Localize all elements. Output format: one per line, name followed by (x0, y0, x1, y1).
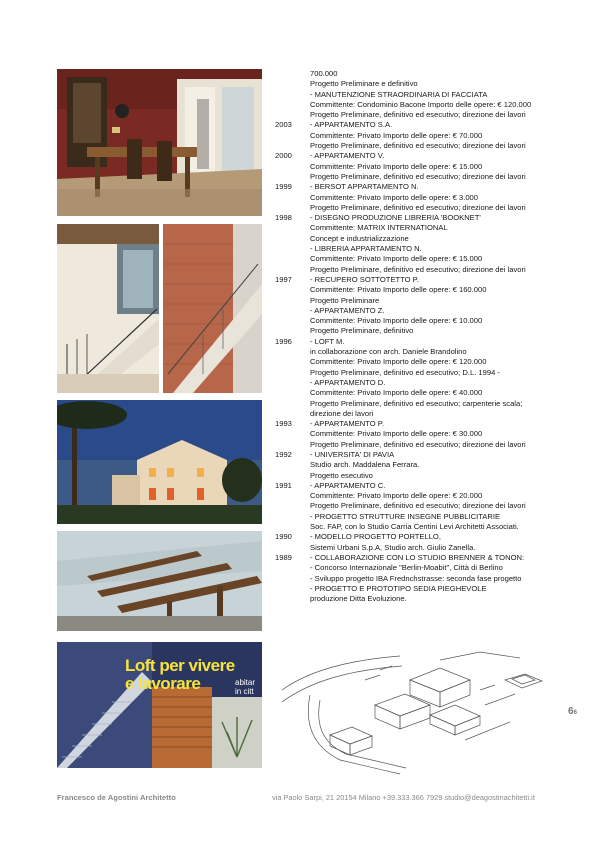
photo-staircase-white (57, 224, 159, 393)
cv-year: 2003 (275, 120, 292, 130)
magazine-headline-1: Loft per vivere (125, 656, 235, 675)
cv-line (275, 574, 575, 584)
cv-text: Progetto Preliminare, definitivo ed esecutivo; direzione dei lavori (310, 501, 526, 511)
cv-line (275, 193, 575, 203)
cv-line (275, 316, 575, 326)
cv-text: Soc. FAP, con lo Studio Carria Centini Levi Architetti Associati. (310, 522, 519, 532)
cv-text: Committente: Privato Importo delle opere: € 15.000 (310, 161, 483, 171)
cv-line (275, 471, 575, 481)
cv-line (275, 90, 575, 100)
cv-text: Committente: Privato Importo delle opere: € 15.000 (310, 254, 483, 264)
cv-year: 1997 (275, 274, 292, 284)
magazine-side-2: in citt (235, 687, 254, 696)
photo-magazine-loft (57, 642, 262, 768)
cv-project-list (275, 69, 575, 604)
cv-line (275, 162, 575, 172)
cv-line (275, 553, 575, 563)
cv-line (275, 429, 575, 439)
cv-line (275, 409, 575, 419)
cv-text: - PROGETTO E PROTOTIPO SEDIA PIEGHEVOLE (310, 583, 487, 593)
cv-text: - LOFT M. (310, 336, 345, 346)
cv-text: - BERSOT APPARTAMENTO N. (310, 182, 419, 192)
footer-contact-info: via Paolo Sarpi, 21 20154 Milano +39.333.366 7929 studio@deagostinachitetti.it (272, 793, 535, 802)
footer-architect-name: Francesco de Agostini Architetto (57, 793, 176, 802)
cv-text: - APPARTAMENTO V. (310, 151, 385, 161)
cv-line (275, 522, 575, 532)
axonometric-site-drawing (280, 650, 550, 775)
cv-year: 1993 (275, 419, 292, 429)
cv-text: 700.000 (310, 69, 338, 78)
cv-text: - APPARTAMENTO P. (310, 419, 384, 429)
cv-line (275, 306, 575, 316)
cv-text: Progetto Preliminare, definitivo ed esecutivo; direzione dei lavori (310, 171, 526, 181)
cv-line (275, 347, 575, 357)
cv-text: - COLLABORAZIONE CON LO STUDIO BRENNER & TONON: (310, 552, 525, 562)
cv-line (275, 460, 575, 470)
cv-text: direzione dei lavori (310, 408, 374, 418)
photo-dining-room-interior (57, 69, 262, 216)
cv-line (275, 326, 575, 336)
photo-staircase-brick (163, 224, 262, 393)
cv-line (275, 296, 575, 306)
cv-text: Committente: Privato Importo delle opere: € 20.000 (310, 491, 483, 501)
cv-text: Progetto Preliminare, definitivo ed esecutivo; direzione dei lavori (310, 264, 526, 274)
cv-line (275, 265, 575, 275)
cv-year: 1991 (275, 480, 292, 490)
cv-text: - PROGETTO STRUTTURE INSEGNE PUBBLICITARIE (310, 511, 501, 521)
cv-line (275, 357, 575, 367)
cv-line (275, 378, 575, 388)
cv-text: Progetto Preliminare (310, 295, 380, 305)
cv-line (275, 285, 575, 295)
cv-text: - MODELLO PROGETTO PORTELLO, (310, 532, 441, 542)
cv-line (275, 337, 575, 347)
cv-line (275, 254, 575, 264)
cv-text: Progetto Preliminare e definitivo (310, 79, 418, 89)
cv-line (275, 141, 575, 151)
cv-line (275, 120, 575, 130)
cv-text: Committente: Privato Importo delle opere: € 120.000 (310, 357, 487, 367)
cv-line (275, 399, 575, 409)
cv-text: produzione Ditta Evoluzione. (310, 594, 407, 604)
cv-text: Committente: MATRIX INTERNATIONAL (310, 223, 448, 233)
cv-text: - DISEGNO PRODUZIONE LIBRERIA 'BOOKNET' (310, 213, 481, 223)
cv-text: Committente: Privato Importo delle opere: € 40.000 (310, 388, 483, 398)
cv-line (275, 79, 575, 89)
page-number (568, 706, 577, 717)
cv-line (275, 69, 575, 79)
cv-line (275, 131, 575, 141)
cv-line (275, 501, 575, 511)
cv-text: Progetto Preliminare, definitivo ed esecutivo; D.L. 1994 - (310, 367, 500, 377)
cv-text: - APPARTAMENTO C. (310, 480, 386, 490)
cv-text: Studio arch. Maddalena Ferrara. (310, 460, 420, 470)
cv-text: - APPARTAMENTO D. (310, 377, 386, 387)
cv-text: - APPARTAMENTO S.A. (310, 120, 393, 130)
cv-text: Progetto Preliminare, definitivo ed esecutivo; direzione dei lavori (310, 202, 526, 212)
cv-text: Committente: Privato Importo delle opere: € 70.000 (310, 130, 483, 140)
cv-line (275, 543, 575, 553)
cv-line (275, 223, 575, 233)
cv-line (275, 151, 575, 161)
cv-line (275, 172, 575, 182)
cv-line (275, 388, 575, 398)
cv-line (275, 481, 575, 491)
cv-line (275, 213, 575, 223)
cv-line (275, 491, 575, 501)
cv-year: 1999 (275, 182, 292, 192)
cv-text: - APPARTAMENTO Z. (310, 305, 385, 315)
cv-line (275, 244, 575, 254)
cv-line (275, 100, 575, 110)
cv-text: - Concorso Internazionale "Berlin-Moabit", Città di Berlino (310, 563, 503, 573)
cv-line (275, 450, 575, 460)
cv-line (275, 594, 575, 604)
cv-text: - LIBRERIA APPARTAMENTO N. (310, 244, 422, 254)
cv-text: - RECUPERO SOTTOTETTO P. (310, 274, 419, 284)
page-number-main: 6 (568, 706, 574, 717)
cv-text: Committente: Condominio Bacone Importo delle opere: € 120.000 (310, 99, 532, 109)
magazine-side-1: abitar (235, 678, 256, 687)
cv-text: - UNIVERSITA' DI PAVIA (310, 449, 395, 459)
photo-pergola-structure (57, 531, 262, 631)
cv-year: 1990 (275, 532, 292, 542)
cv-text: Sistemi Urbani S.p.A, Studio arch. Giulio Zanella. (310, 542, 476, 552)
cv-line (275, 440, 575, 450)
cv-line (275, 584, 575, 594)
page-number-small: 6 (573, 710, 577, 716)
cv-line (275, 182, 575, 192)
cv-line (275, 203, 575, 213)
cv-line (275, 563, 575, 573)
cv-text: Committente: Privato Importo delle opere: € 160.000 (310, 285, 487, 295)
cv-text: - MANUTENZIONE STRAORDINARIA DI FACCIATA (310, 89, 488, 99)
cv-text: Committente: Privato Importo delle opere: € 3.000 (310, 192, 478, 202)
cv-year: 1989 (275, 552, 292, 562)
cv-text: Concept e industrializzazione (310, 233, 409, 243)
cv-text: Progetto Preliminare, definitivo ed esecutivo; direzione dei lavori (310, 110, 526, 120)
cv-year: 2000 (275, 151, 292, 161)
cv-line (275, 419, 575, 429)
cv-text: Committente: Privato Importo delle opere: € 10.000 (310, 316, 483, 326)
cv-text: - Sviluppo progetto IBA Frednchstrasse: seconda fase progetto (310, 573, 522, 583)
cv-text: in collaborazione con arch. Daniele Brandolino (310, 347, 467, 357)
cv-text: Committente: Privato Importo delle opere: € 30.000 (310, 429, 483, 439)
cv-text: Progetto Preliminare, definitivo ed esecutivo; carpenterie scala; (310, 398, 523, 408)
cv-year: 1996 (275, 336, 292, 346)
cv-text: Progetto Preliminare, definitivo (310, 326, 414, 336)
cv-text: Progetto esecutivo (310, 470, 373, 480)
cv-line (275, 110, 575, 120)
cv-line (275, 532, 575, 542)
magazine-headline-2: e lavorare (125, 674, 201, 693)
cv-text: Progetto Preliminare, definitivo ed esecutivo; direzione dei lavori (310, 141, 526, 151)
cv-year: 1992 (275, 449, 292, 459)
cv-line (275, 368, 575, 378)
cv-line (275, 234, 575, 244)
cv-year: 1998 (275, 213, 292, 223)
cv-text: Progetto Preliminare, definitivo ed esecutivo; direzione dei lavori (310, 439, 526, 449)
cv-line (275, 275, 575, 285)
cv-line (275, 512, 575, 522)
photo-house-dusk (57, 400, 262, 524)
